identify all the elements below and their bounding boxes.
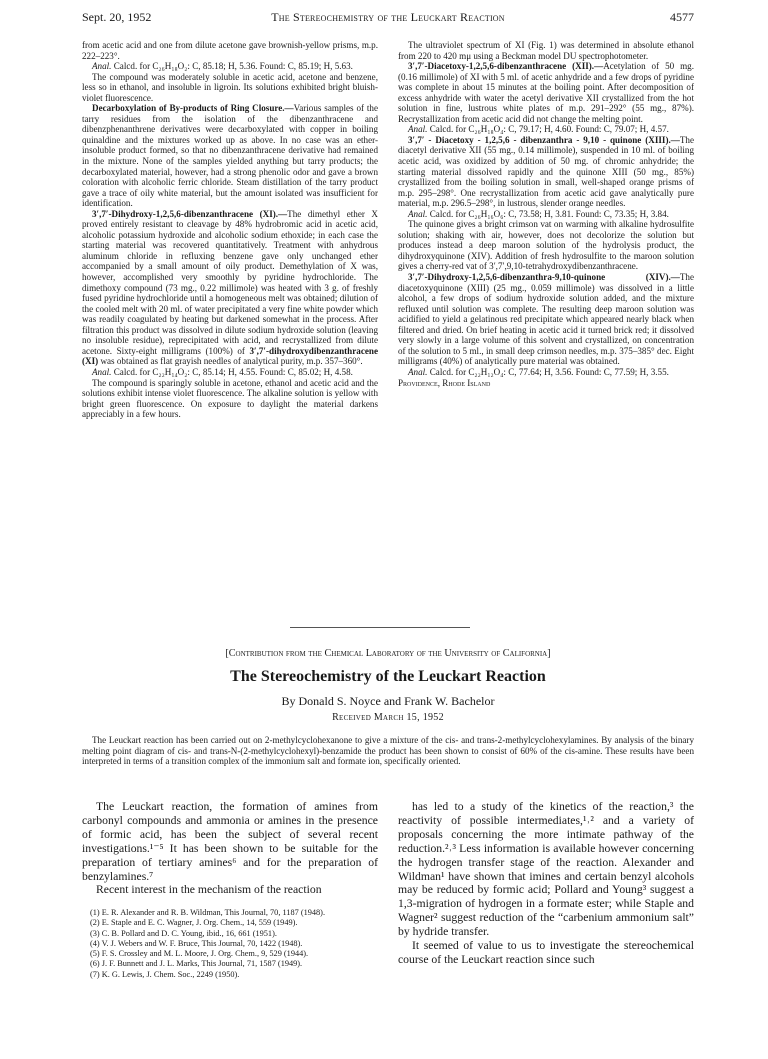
section-heading: Decarboxylation of By-products of Ring Closure.— [92,103,294,114]
received-date: Received March 15, 1952 [332,712,444,723]
section-heading: 3′,7′-Dihydroxy-1,2,5,6-dibenzanthra-9,10-quinone (XIV).— [408,272,680,283]
body-paragraph: has led to a study of the kinetics of the reaction,³ the reactivity of possible intermediates,¹˒² and a variety of proposals concerning the more intimate pathway of the reduction.²˒³ Less information is available however concerning the hydrogen transfer stage of the reaction. Alexander and Wildman¹ have shown that imines and certain benzyl alcohols may be reduced by formic acid; Pollard and Young³ suggest a 1,3-migration of hydrogen in a formate ester; while Staple and Wagner² suggest reduction of the “carbenium ammonium salt” by hydride transfer. [398,800,694,939]
body-right-column [398,800,694,967]
analysis-paragraph [82,367,378,378]
analysis-text: Calcd. for C₂₂H₁₂O₄: C, 77.64; H, 3.56. Found: C, 77.59; H, 3.55. [429,366,669,377]
footnote: (7) K. G. Lewis, J. Chem. Soc., 2249 (1950). [90,969,240,979]
footnote: (3) C. B. Pollard and D. C. Young, ibid., 16, 661 (1951). [90,928,277,938]
analysis-paragraph [398,124,694,135]
analysis-text: Calcd. for C₂₆H₁₆O₆: C, 73.58; H, 3.81. Found: C, 73.35; H, 3.84. [429,208,669,219]
section-heading: 3′,7′-Diacetoxy-1,2,5,6-dibenzanthracene (XII).— [408,61,604,72]
analysis-paragraph [398,209,694,220]
paragraph-text: Acetylation of 50 mg. (0.16 millimole) of XI with 5 ml. of acetic anhydride and a few drops of pyridine was complete in about 15 minutes at the boiling point. After decomposition of excess anhydride with water the acetyl derivative XII crystallized from the hot solution in fine, lustrous white plates of m.p. 291–292° (55 mg., 87%). Recrystallization from acetic acid did not change the melting point. [398,61,694,124]
body-paragraph: It seemed of value to us to investigate the stereochemical course of the Leuckart reaction since such [398,939,694,966]
section-heading: 3′,7′ - Diacetoxy - 1,2,5,6 - dibenzanthra - 9,10 - quinone (XIII).— [408,134,680,145]
analysis-paragraph [398,367,694,378]
footnote: (2) E. Staple and E. C. Wagner, J. Org. Chem., 14, 559 (1949). [90,918,298,928]
section-paragraph [398,272,694,367]
paragraph: from acetic acid and one from dilute acetone gave brownish-yellow prisms, m.p. 222–223°. [82,40,378,61]
compound-name: 3′,7′-dihydroxydibenzanthracene (XI) [82,345,378,367]
header-date: Sept. 20, 1952 [82,10,152,24]
paragraph-text: The diacetyl derivative XII (55 mg., 0.14 millimole), suspended in 10 ml. of boiling acetic acid, was oxidized by addition of 50 mg. of chromic anhydride; the starting material dissolved rapidly and the quinone XIII (50 mg., 85%) crystallized from the boiling solution in small, well-shaped orange prisms of m.p. 295–298°. One recrystallization from acetic acid gave analytically pure material, m.p. 296.5–298°, in lustrous, slender orange needles. [398,134,694,209]
anal-label: Anal. [92,61,112,72]
right-column [398,40,694,388]
paragraph: The ultraviolet spectrum of XI (Fig. 1) was determined in absolute ethanol from 220 to 420 mμ using a Beckman model DU spectrophotometer. [398,40,694,61]
anal-label: Anal. [92,366,112,377]
body-paragraph: Recent interest in the mechanism of the reaction [96,883,322,897]
section-divider [290,627,470,628]
paragraph: The compound is sparingly soluble in acetone, ethanol and acetic acid and the solutions exhibit intense violet fluorescence. The alkaline solution is yellow with bright green fluorescence. On exposure to daylight the material darkens appreciably in a few hours. [82,377,378,420]
article-authors: By Donald S. Noyce and Frank W. Bachelor [281,694,495,708]
anal-label: Anal. [408,124,428,135]
abstract-text: The Leuckart reaction has been carried out on 2-methylcyclohexanone to give a mixture of the cis- and trans-2-methylcyclohexylamines. By analysis of the binary melting point diagram of cis- and trans-N-(2-methylcyclohexyl)-benzamide the product has been shown to consist of 60% of the cis-amine. These results have been interpreted in terms of a transition complex of the immonium salt and formate ion, specifically oriented. [82,735,694,766]
header-running-title: The Stereochemistry of the Leuckart Reaction [271,10,505,24]
contribution-line: [Contribution from the Chemical Laboratory of the University of California] [225,648,551,659]
paragraph-text: Various samples of the tarry residues from the isolation of the dibenzanthracene and dibenzphenanthrene derivatives were decarboxylated with copper in boiling quinaldine and the mixtures worked up as above. In no case was an ether-insoluble product formed, so that no dibenzanthracene derivative had remained in the mixture. None of the samples yielded anything but tarry products; the decarboxylated material, however, had a strong phenolic odor and gave a brown coloration with alcoholic ferric chloride. Steam distillation of the tarry product gave a trace of oily white material, but the amount isolated was insufficient for identification. [82,103,378,209]
abstract [82,735,694,767]
footnote: (6) J. F. Bunnett and J. L. Marks, This Journal, 71, 1587 (1949). [90,959,303,969]
analysis-text: Calcd. for C₂₆H₁₈O₄: C, 79.17; H, 4.60. Found: C, 79.07; H, 4.57. [429,124,669,135]
section-heading: 3′,7′-Dihydroxy-1,2,5,6-dibenzanthracene (XI).— [92,208,288,219]
analysis-text: Calcd. for C₂₂H₁₄O₂: C, 85.14; H, 4.55. Found: C, 85.02; H, 4.58. [113,366,353,377]
section-paragraph [82,209,378,367]
anal-label: Anal. [408,208,428,219]
section-paragraph [398,61,694,124]
paragraph-text: The dimethyl ether X proved entirely resistant to cleavage by 48% hydrobromic acid in acetic acid, alcoholic potassium hydroxide and alcoholic sodium ethoxide; in each case the starting material was recovered quantitatively. Treatment with anhydrous aluminum chloride in refluxing benzene gave only unchanged ether accompanied by a small amount of oily product. Demethylation of X was, however, accomplished very smoothly by pyridine hydrochloride. The dimethoxy compound (73 mg., 0.22 millimole) was heated with 3 g. of freshly fused pyridine hydrochloride until a homogeneous melt was obtained; dilution of the cooled melt with 20 ml. of water precipitated a very fine white powder which was readily coagulated by heating but darkened somewhat in the process. After filtration this product was dissolved in dilute sodium hydroxide solution (leaving no insoluble residue), reprecipitated with acid, and recrystallized from dilute acetone. Sixty-eight milligrams (100%) of [82,208,379,356]
paragraph-text: was obtained as flat grayish needles of analytical purity, m.p. 357–360°. [100,356,363,367]
section-paragraph [82,103,378,208]
analysis-paragraph [82,61,378,72]
section-paragraph [398,135,694,209]
left-column [82,40,378,420]
place-line: Providence, Rhode Island [398,377,491,388]
footnote: (4) V. J. Webers and W. F. Bruce, This Journal, 70, 1422 (1948). [90,938,303,948]
footnote: (5) F. S. Crossley and M. L. Moore, J. Org. Chem., 9, 529 (1944). [90,949,309,959]
body-paragraph: The Leuckart reaction, the formation of amines from carbonyl compounds and ammonia or amines in the presence of formic acid, has been the subject of several recent investigations.¹⁻⁵ It has been shown to be suitable for the preparation of tertiary amines⁶ and for the preparation of benzylamines.⁷ [82,800,378,883]
paragraph: The compound was moderately soluble in acetic acid, acetone and benzene, less so in ethanol, and insoluble in ligroin. Its solutions exhibited bright bluish-violet fluorescence. [82,71,378,103]
paragraph: The quinone gives a bright crimson vat on warming with alkaline hydrosulfite solution; shaking with air, however, does not decolorize the solution but produces instead a deep maroon solution of the hydrolysis product, the dihydroxyquinone (XIV). Addition of fresh hydrosulfite to the maroon solution gives a cherry-red vat of 3′,7′,9,10-tetrahydroxydibenzanthracene. [398,219,694,272]
header-page-number: 4577 [670,10,694,24]
footnotes [82,908,378,980]
footnote: (1) E. R. Alexander and R. B. Wildman, This Journal, 70, 1187 (1948). [90,908,326,917]
analysis-text: Calcd. for C₂₆H₁₈O₂: C, 85.18; H, 5.36. Found: C, 85.19; H, 5.63. [113,61,353,72]
article-title: The Stereochemistry of the Leuckart Reaction [230,668,546,685]
paragraph-text: The diacetoxyquinone (XIII) (25 mg., 0.059 millimole) was dissolved in a little alcohol, a few drops of sodium hydroxide solution added, and the mixture refluxed until solution was complete. The resulting deep maroon solution was acidified to yield a gelatinous red precipitate which appeared nearly black when filtered and dried. On brief heating in acetic acid it turned brick red; it dissolved very slowly in a large volume of this solvent and crystallized, on concentration of the solution to 5 ml., in small deep crimson needles, m.p. 375–385° dec. Eight milligrams (40%) of analytically pure material was obtained. [398,272,694,367]
running-header [82,10,694,28]
anal-label: Anal. [408,366,428,377]
body-left-column [82,800,378,897]
